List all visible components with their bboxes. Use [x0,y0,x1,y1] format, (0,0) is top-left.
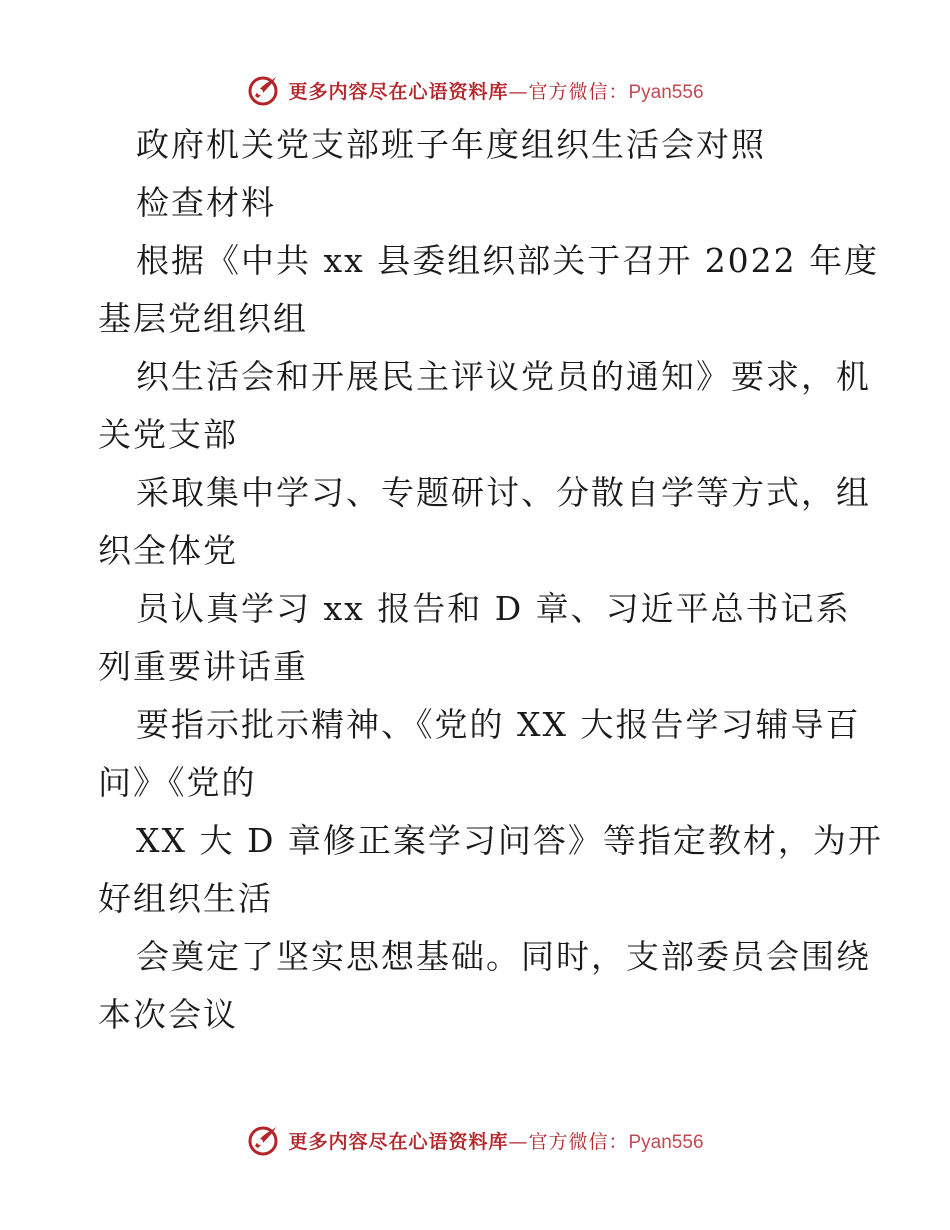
footer-watermark [0,1120,950,1160]
document-line: 本次会议 [98,995,238,1034]
watermark-separator: — [508,80,529,103]
document-body [98,116,883,1044]
document-line: 员认真学习 xx 报告和 D 章、习近平总书记系 [136,589,851,628]
watermark-suffix: 官方微信： [528,80,629,103]
document-line: XX 大 D 章修正案学习问答》等指定教材，为开 [136,821,883,860]
watermark-account: Pyan556 [628,1131,704,1153]
document-line: 采取集中学习、专题研讨、分散自学等方式，组 [136,473,871,512]
ink-brush-logo-icon [246,1122,282,1158]
watermark-account: Pyan556 [628,81,704,103]
watermark-separator: — [508,1130,529,1153]
watermark-suffix: 官方微信： [528,1130,629,1153]
document-line: 检查材料 [136,183,276,222]
document-line: 关党支部 [98,415,238,454]
document-line: 好组织生活 [98,879,273,918]
watermark-text [288,1127,703,1154]
ink-brush-logo-icon [246,72,282,108]
header-watermark [0,70,950,110]
watermark-brand: 更多内容尽在心语资料库 [288,80,509,103]
document-line: 会奠定了坚实思想基础。同时，支部委员会围绕 [136,937,871,976]
document-line: 织全体党 [98,531,238,570]
document-line: 基层党组织组 [98,299,308,338]
watermark-brand: 更多内容尽在心语资料库 [288,1130,509,1153]
document-line: 织生活会和开展民主评议党员的通知》要求，机 [136,357,871,396]
watermark-text [288,77,703,104]
document-line: 要指示批示精神、《党的 XX 大报告学习辅导百 [136,705,861,744]
document-line: 问》《党的 [98,763,257,802]
document-line: 列重要讲话重 [98,647,308,686]
document-line: 政府机关党支部班子年度组织生活会对照 [136,125,766,164]
document-line: 根据《中共 xx 县委组织部关于召开 2022 年度 [136,241,880,280]
